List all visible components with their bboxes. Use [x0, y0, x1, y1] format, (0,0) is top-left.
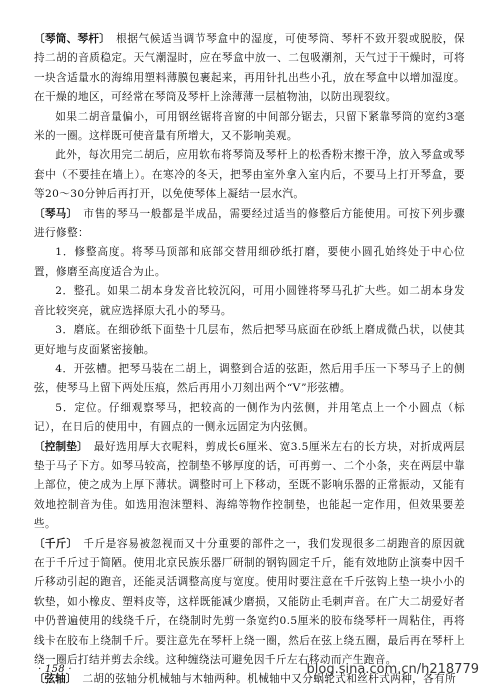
paragraph-text: 5．定位。仔细观察琴马，把较高的一侧作为内弦侧，并用笔点上一个小圆点（标记），在日后的使用中，有圆点的一侧永远固定为内弦侧。: [34, 401, 465, 434]
paragraph: [34, 243, 465, 282]
paragraph: [34, 399, 465, 438]
section-heading: 〔千斤〕: [34, 537, 78, 550]
section-heading: 〔琴马〕: [34, 207, 78, 220]
paragraph-text: 2．整孔。如果二胡本身发音比较沉闷，可用小圆锉将琴马孔扩大些。如二胡本身发音比较突亮，就应选择原大孔小的琴马。: [34, 285, 465, 317]
paragraph-text: 千斤是容易被忽视而又十分重要的部件之一，我们发现很多二胡跑音的原因就在于千斤过于简陋。使用北京民族乐器厂研制的钢钩圆定千斤，能有效地防止演奏中因千斤移动引起的跑音，还能灵活调整高度与宽度。使用时要注意在千斤弦钩上垫一块小小的软垫，如小橡皮、塑料皮等，这样既能减少磨损，又能防止毛刺声音。在广大二胡爱好者中仍普遍使用的线绕千斤，在绕制时先剪一条宽约0.5厘米的胶布绕琴杆一周粘住，再将线卡在胶布上绕制千斤。要注意先在琴杆上绕一圈，然后在弦上绕五圈，最后再在琴杆上绕一圈后打结并剪去余线。这种缠绕法可避免因千斤左右移动而产生跑音。: [34, 537, 466, 666]
paragraph-text: 4．开弦槽。把琴马装在二胡上，调整到合适的弦距，然后用手压一下琴马子上的侧弦，使琴马上留下两处压痕，然后再用小刀刻出两个“V”形弦槽。: [34, 362, 465, 395]
paragraph-text: 市售的琴马一般都是半成品，需要经过适当的修整后方能使用。可按下列步骤进行修整：: [34, 207, 466, 240]
section-heading: 〔弦轴〕: [34, 673, 77, 686]
paragraph-text: 1．修整高度。将琴马顶部和底部交替用细砂纸打磨，要使小圆孔始终处于中心位置，修磨至高度适合为止。: [34, 246, 465, 278]
paragraph: [34, 321, 465, 360]
paragraph-text: 根据气候适当调节琴盒中的湿度，可使琴筒、琴杆不致开裂或脱胶，保持二胡的音质稳定。天气潮湿时，应在琴盒中放一、二包吸潮剂，天气过于干燥时，可将一块含适量水的海绵用塑料薄膜包裹起来，再用针扎出些小孔，放在琴盒中以增加湿度。在干燥的地区，可经常在琴筒及琴杆上涂薄薄一层植物油，以防出现裂纹。: [34, 33, 465, 104]
paragraph-text: 最好选用厚大衣呢料，剪成长6厘米、宽3.5厘米左右的长方块，对折成两层垫于马子下方。如琴马较高，控制垫不够厚度的话，可再剪一、二个小条，夹在两层中靠上部位，使之成为上厚下薄状。调整时可上下移动，至既不影响乐器的正常振动，又能有效地控制音为佳。如选用泡沫塑料、海绵等物作控制垫，也能起一定作用，但效果要差些。: [34, 440, 466, 531]
section-heading: 〔控制垫〕: [34, 440, 88, 453]
paragraph: [34, 360, 465, 399]
watermark: blog.sina.com.cn/h218779: [306, 662, 479, 677]
paragraph: [34, 30, 465, 108]
body-text: [34, 30, 465, 690]
paragraph-text: 二胡的弦轴分机械轴与木轴两种。机械轴中又分蜗轮式和丝杆式两种，各有所: [82, 673, 457, 686]
paragraph: [34, 205, 465, 244]
paragraph: [34, 282, 465, 321]
paragraph: [34, 535, 465, 671]
paragraph-text: 3．磨底。在细砂纸下面垫十几层布，然后把琴马底面在砂纸上磨成微凸状，以使其更好地与皮面紧密接触。: [34, 324, 465, 356]
paragraph: [34, 146, 465, 204]
paragraph: [34, 108, 465, 147]
page-number: · 158 ·: [38, 664, 72, 675]
paragraph: [34, 438, 465, 535]
paragraph-text: 如果二胡音量偏小，可用钢丝锯将音窗的中间部分锯去，只留下紧靠琴筒的宽约3毫米的一圈。这样既可使音量有所增大，又不影响美观。: [34, 110, 465, 143]
section-heading: 〔琴筒、琴杆〕: [34, 33, 111, 45]
paragraph-text: 此外，每次用完二胡后，应用软布将琴筒及琴杆上的松香粉末擦干净，放入琴盒或琴套中（不要挂在墙上）。在寒冷的冬天，把琴由室外拿入室内后，不要马上打开琴盒，要等20～30分钟后再打开，以免使琴体上凝结一层水汽。: [34, 149, 465, 201]
